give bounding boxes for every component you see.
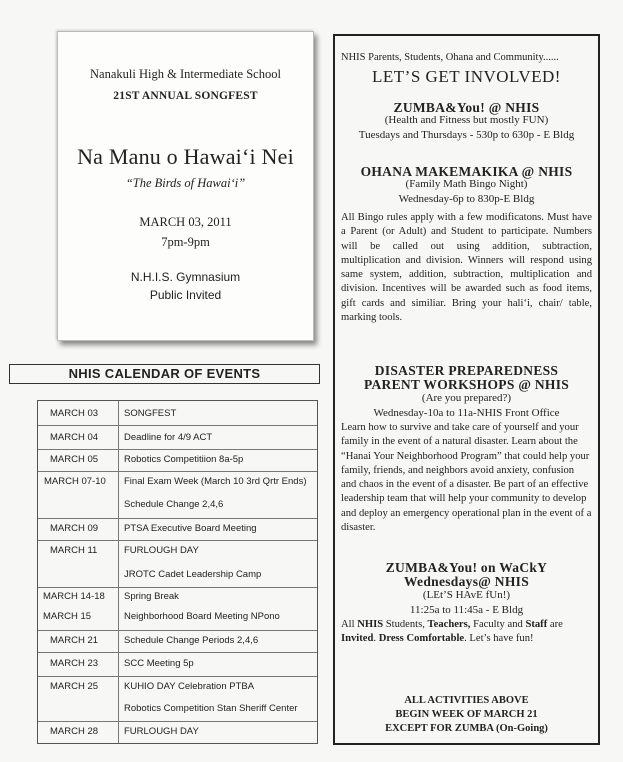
- table-row: [38, 401, 317, 426]
- ohana-title: OHANA MAKEMAKIKA @ NHIS: [360, 164, 573, 179]
- event-date: MARCH 15: [43, 611, 92, 622]
- disaster-schedule: Wednesday-10a to 11a-NHIS Front Office: [373, 407, 560, 419]
- get-involved-heading: LET’S GET INVOLVED!: [372, 67, 561, 86]
- event-name: FURLOUGH DAY: [124, 726, 199, 737]
- footer-line3: EXCEPT FOR ZUMBA (On-Going): [385, 723, 548, 734]
- event-name: Robotics Competition Stan Sheriff Center: [124, 703, 298, 714]
- table-row: [38, 587, 317, 631]
- event-name: Schedule Change Periods 2,4,6: [124, 635, 259, 646]
- text-run: NHIS: [357, 619, 384, 630]
- songfest-title: Na Manu o Hawai‘i Nei: [77, 144, 294, 169]
- zumba-wacky-title-line2: Wednesdays@ NHIS: [403, 574, 529, 589]
- event-name: FURLOUGH DAY: [124, 545, 199, 556]
- zumba-schedule: Tuesdays and Thursdays - 530p to 630p - E Bldg: [358, 129, 575, 141]
- text-run: Staff: [525, 619, 548, 630]
- event-date: MARCH 11: [50, 545, 98, 556]
- calendar-heading: NHIS CALENDAR OF EVENTS: [9, 364, 320, 384]
- event-name: SONGFEST: [124, 408, 177, 419]
- event-date: MARCH 09: [50, 523, 99, 534]
- zumba-wacky-subtitle: (LEt’S HAvE fUn!): [422, 589, 511, 601]
- table-row: [38, 471, 317, 519]
- table-row: [38, 676, 317, 722]
- footer-line2: BEGIN WEEK OF MARCH 21: [395, 709, 538, 720]
- event-date: MARCH 14-18: [43, 591, 105, 602]
- table-row: [38, 630, 317, 653]
- disaster-subtitle: (Are you prepared?): [421, 392, 512, 404]
- ohana-subtitle: (Family Math Bingo Night): [405, 178, 528, 190]
- text-run: are: [547, 619, 563, 630]
- zumba-subtitle: (Health and Fitness but mostly FUN): [384, 114, 549, 126]
- songfest-time: 7pm-9pm: [161, 235, 210, 249]
- school-name: Nanakuli High & Intermediate School: [90, 67, 281, 81]
- songfest-date: MARCH 03, 2011: [139, 215, 232, 229]
- event-name: KUHIO DAY Celebration PTBA: [124, 681, 255, 692]
- songfest-card: [57, 31, 314, 341]
- text-run: Faculty and: [470, 619, 526, 630]
- songfest-public: Public Invited: [149, 288, 222, 302]
- disaster-description: Learn how to survive and take care of yourself and your family in the event of a natural disaster. Learn about the “Hanai Your Neighborhood Program” that could help your family, friends, and neighbors avoid anxiety, confusion and chaos in the event of a disaster. Be part of an effective leadership team that will help your community to develop and deploy an emergency operational plan in the event of a disaster.: [341, 422, 592, 534]
- footer-line1: ALL ACTIVITIES ABOVE: [404, 695, 529, 706]
- text-run: . Let’s have fun!: [464, 633, 534, 645]
- event-date: MARCH 04: [50, 432, 99, 443]
- event-name: PTSA Executive Board Meeting: [124, 523, 257, 534]
- event-date: MARCH 23: [50, 658, 99, 669]
- event-date: MARCH 07-10: [44, 476, 106, 487]
- ohana-description: All Bingo rules apply with a few modificatons. Must have a Parent (or Adult) and Student to participate. Numbers will be called out using addition, subtraction, multiplication and division. Winners will respond using same system, addition, subtraction, multiplication and division. Incentives will be awarded such as food items, gift cards and similiar. Bring your hali‘i, chair/ table, marking tools.: [341, 212, 592, 324]
- table-row: [38, 721, 317, 743]
- calendar-table: [37, 400, 318, 744]
- event-date: MARCH 28: [50, 726, 99, 737]
- songfest-venue: N.H.I.S. Gymnasium: [130, 270, 241, 284]
- event-date: MARCH 03: [50, 408, 99, 419]
- event-name: Deadline for 4/9 ACT: [124, 432, 213, 443]
- table-row: [38, 449, 317, 472]
- intro-text: NHIS Parents, Students, Ohana and Community......: [341, 52, 559, 63]
- text-run: Teachers,: [427, 619, 471, 630]
- event-name: Schedule Change 2,4,6: [124, 499, 224, 510]
- event-name: Neighborhood Board Meeting NPono: [124, 611, 280, 622]
- text-run: All: [341, 619, 358, 630]
- text-run: .: [373, 633, 379, 645]
- zumba-title: ZUMBA&You! @ NHIS: [393, 100, 540, 115]
- songfest-subtitle: “The Birds of Hawai‘i”: [125, 176, 246, 190]
- activities-panel: [333, 34, 600, 745]
- zumba-wacky-title-line1: ZUMBA&You! on WaCkY: [385, 560, 548, 575]
- table-row: [38, 425, 317, 450]
- event-date: MARCH 25: [50, 681, 99, 692]
- event-date: MARCH 21: [50, 635, 99, 646]
- event-name: JROTC Cadet Leadership Camp: [124, 569, 262, 580]
- disaster-title-line2: PARENT WORKSHOPS @ NHIS: [363, 377, 570, 392]
- event-name: SCC Meeting 5p: [124, 658, 194, 669]
- text-run: Students,: [383, 619, 428, 630]
- table-row: [38, 652, 317, 677]
- text-run: Invited: [341, 633, 374, 645]
- event-name: Robotics Competitiion 8a-5p: [124, 454, 244, 465]
- zumba-wacky-schedule: 11:25a to 11:45a - E Bldg: [409, 604, 524, 616]
- event-date: MARCH 05: [50, 454, 99, 465]
- songfest-annual: 21ST ANNUAL SONGFEST: [113, 90, 258, 102]
- disaster-title-line1: DISASTER PREPAREDNESS: [374, 363, 559, 378]
- zumba-wacky-description: [341, 618, 592, 647]
- event-name: Final Exam Week (March 10 3rd Qrtr Ends): [124, 476, 307, 487]
- event-name: Spring Break: [124, 591, 179, 602]
- ohana-schedule: Wednesday-6p to 830p-E Bldg: [398, 193, 535, 205]
- text-run: Dress Comfortable: [378, 633, 465, 645]
- table-row: [38, 540, 317, 588]
- table-row: [38, 518, 317, 541]
